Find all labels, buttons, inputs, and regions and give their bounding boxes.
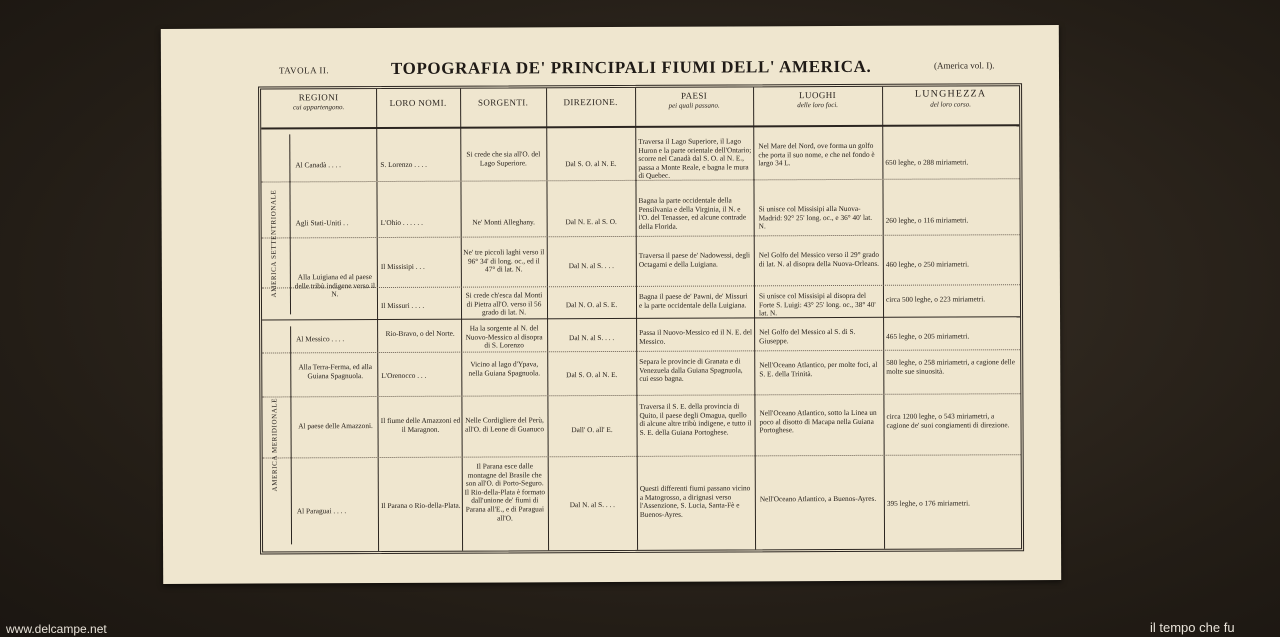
row-6-name: L'Orenocco . . . bbox=[381, 370, 427, 381]
column-header-direzione: DIREZIONE. bbox=[563, 96, 618, 108]
row-4-source: Si crede ch'esca dal Monti di Pietra all'O. verso il 56 grado di lat. N. bbox=[465, 290, 543, 317]
row-1-length: 650 leghe, o 288 miriametri. bbox=[885, 157, 969, 167]
plate-number: TAVOLA II. bbox=[278, 65, 330, 76]
row-7-length: circa 1200 leghe, o 543 miriametri, a cagione de' suoi congiamenti di direzione. bbox=[886, 411, 1010, 430]
column-header-sorgenti: SORGENTI. bbox=[477, 97, 529, 108]
row-5-region: Al Messico . . . . bbox=[296, 334, 345, 344]
row-6-countries: Separa le provincie di Granata e di Venezuela dalla Guiana Spagnuola, cui esso bagna. bbox=[639, 356, 743, 384]
row-4-direction: Dal N. O. al S. E. bbox=[565, 299, 618, 310]
row-2-countries: Bagna la parte occidentale della Pensilvania e della Virginia, il N. e l'O. del Tenassee, ed alcune contrade della Florida. bbox=[638, 195, 747, 231]
watermark-right: il tempo che fu bbox=[1150, 620, 1235, 635]
row-3-direction: Dal N. al S. . . . bbox=[568, 260, 614, 271]
row-1-mouth: Nel Mare del Nord, ove forma un golfo che porta il suo nome, e che nel fondo è largo 34 L. bbox=[758, 140, 875, 168]
row-4-countries: Bagna il paese de' Pawni, de' Missuri e la parte occidentale della Luigiana. bbox=[638, 291, 748, 310]
row-3-source: Ne' tre piccoli laghi verso il 96° 34' di long. oc., ed il 47° di lat. N. bbox=[463, 247, 545, 274]
row-5-countries: Passa il Nuovo-Messico ed il N. E. del Messico. bbox=[639, 327, 753, 346]
row-6-mouth: Nell'Oceano Atlantico, per molte foci, al S. E. della Trinità. bbox=[759, 359, 878, 378]
column-header-nomi: LORO NOMI. bbox=[389, 97, 447, 108]
row-5-mouth: Nel Golfo del Messico al S. di S. Giuseppe. bbox=[759, 326, 856, 345]
row-2-name: L'Ohio . . . . . . bbox=[380, 217, 423, 228]
column-header-luoghi: LUOGHI delle loro foci. bbox=[797, 90, 839, 110]
section-label-north: AMERICA SETTENTRIONALE bbox=[269, 189, 278, 298]
row-7-mouth: Nell'Oceano Atlantico, sotto la Linea un poco al disotto di Macapa nella Guiana Portoghese. bbox=[759, 407, 877, 435]
row-7-region: Al paese delle Amazzoni. bbox=[298, 421, 373, 431]
row-3-region: Alla Luigiana ed al paese delle tribù indigene verso il N. bbox=[294, 272, 376, 299]
row-3-name: Il Missisipi . . . bbox=[380, 261, 425, 272]
section-label-south: AMERICA MERIDIONALE bbox=[270, 397, 279, 492]
row-2-mouth: Si unisce col Missisipi alla Nuova-Madrid: 92° 25' long. oc., e 36° 40' lat. N. bbox=[758, 203, 873, 231]
column-header-regioni: REGIONI cui appartengono. bbox=[292, 92, 345, 112]
row-8-mouth: Nell'Oceano Atlantico, a Buenos-Ayres. bbox=[759, 493, 877, 504]
row-4-mouth: Si unisce col Missisipi al disopra del Forte S. Luigi: 43° 25' long. oc., 38° 40' lat. N. bbox=[758, 290, 876, 318]
page-title: TOPOGRAFIA DE' PRINCIPALI FIUMI DELL' AMERICA. bbox=[390, 56, 872, 78]
row-6-region: Alla Terra-Ferma, ed alla Guiana Spagnuola. bbox=[298, 362, 373, 380]
rivers-table bbox=[258, 83, 1024, 554]
row-6-source: Vicino al lago d'Ypava, nella Guiana Spagnuola. bbox=[468, 359, 541, 378]
row-8-region: Al Paraguai . . . . bbox=[296, 506, 347, 516]
volume-reference: (America vol. I). bbox=[933, 60, 995, 71]
row-1-countries: Traversa il Lago Superiore, il Lago Huron e la parte orientale dell'Ontario; scorre nel Canadà dal S. O. al N. E., passa a Monte Reale, e bagna le mura di Quebec. bbox=[638, 136, 752, 181]
row-2-region: Agli Stati-Uniti . . bbox=[295, 218, 349, 228]
row-8-direction: Dal N. al S. . . . bbox=[569, 499, 615, 510]
column-header-lunghezza: LUNGHEZZA del loro corso. bbox=[914, 88, 987, 109]
row-6-length: 580 leghe, o 258 miriametri, a cagione delle molte sue sinuosità. bbox=[886, 357, 1015, 376]
row-8-length: 395 leghe, o 176 miriametri. bbox=[886, 498, 970, 508]
row-3-mouth: Nel Golfo del Messico verso il 29° grado di lat. N. al disopra della Nuova-Orleans. bbox=[758, 249, 880, 268]
row-7-name: Il fiume delle Amazzoni ed il Maragnon. bbox=[380, 415, 461, 434]
row-2-direction: Dal N. E. al S. O. bbox=[565, 216, 617, 227]
row-7-countries: Traversa il S. E. della provincia di Quito, il paese degli Omagua, quello di alcune altre tribù indigene, e tutto il S. E. della Guiana Portoghese. bbox=[639, 401, 752, 437]
row-5-direction: Dal N. al S. . . . bbox=[569, 332, 615, 343]
row-4-length: circa 500 leghe, o 223 miriametri. bbox=[885, 294, 986, 304]
row-8-countries: Questi differenti fiumi passano vicino a Matogrosso, a dirignasi verso l'Assenzione, S. Lucia, Santa-Fè e Buenos-Ayres. bbox=[639, 483, 751, 519]
row-5-source: Ha la sorgente al N. del Nuovo-Messico al disopra di S. Lorenzo bbox=[465, 323, 543, 350]
row-8-name: Il Parana o Rio-della-Plata. bbox=[381, 500, 461, 511]
row-6-direction: Dal S. O. al N. E. bbox=[566, 369, 618, 380]
row-5-length: 465 leghe, o 205 miriametri. bbox=[886, 331, 970, 341]
watermark-left: www.delcampe.net bbox=[6, 622, 107, 636]
column-header-paesi: PAESI pei quali passano. bbox=[668, 90, 720, 110]
row-3-countries: Traversa il paese de' Nadowessi, degli Octagami e della Luigiana. bbox=[638, 250, 751, 269]
row-5-name: Rio-Bravo, o del Norte. bbox=[385, 328, 455, 338]
row-2-source: Ne' Monti Alleghany. bbox=[472, 217, 535, 227]
document-sheet bbox=[161, 25, 1061, 584]
row-4-name: Il Missuri . . . . bbox=[380, 300, 425, 311]
row-8-source: Il Parana esce dalle montagne del Brasile che son all'O. di Porto-Seguro. Il Rio-della-Plata è formato dall'unione de' fiumi di Parana all'E., e di Paraguai all'O. bbox=[464, 461, 546, 523]
row-7-source: Nelle Cordigliere del Perù, all'O. di Leone di Guanuco bbox=[465, 415, 545, 434]
row-1-direction: Dal S. O. al N. E. bbox=[565, 158, 617, 169]
row-7-direction: Dall' O. all' E. bbox=[571, 424, 613, 435]
row-1-name: S. Lorenzo . . . . bbox=[380, 159, 428, 170]
row-1-region: Al Canadà . . . . bbox=[295, 160, 342, 170]
row-1-source: Si crede che sia all'O. del Lago Superiore. bbox=[466, 149, 541, 168]
row-2-length: 260 leghe, o 116 miriametri. bbox=[885, 215, 969, 225]
row-3-length: 460 leghe, o 250 miriametri. bbox=[885, 259, 969, 269]
